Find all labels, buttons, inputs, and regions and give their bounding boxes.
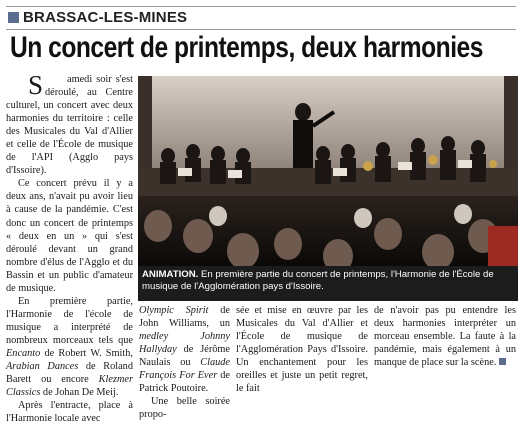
caption-text: En première partie du concert de printemps, l'Harmonie de l'École de musique de l'Agglomération pays d'Issoire. <box>142 269 494 292</box>
work-title: Klezmer Classics <box>6 374 133 399</box>
paragraph-3 <box>6 295 133 399</box>
kicker-square-icon <box>8 12 19 23</box>
article-column-4 <box>374 304 516 369</box>
p3-text-d: de Johan De Meij. <box>40 387 119 399</box>
paragraph-c4: de n'avoir pas pu entendre les deux harmonies interpréter un morceau ensemble. La faute à la pandémie, mais également à un manque de place sur la scène. <box>374 305 516 369</box>
paragraph-1-text: amedi soir s'est déroulé, au Centre culturel, un concert avec deux harmonies du territoire : celle des Musicales du Val d'Allier et celle de l'École de musique de l'API (Agglo pays d'Issoire). <box>6 74 133 177</box>
article-headline: Un concert de printemps, deux harmonies <box>10 31 483 64</box>
section-kicker: BRASSAC-LES-MINES <box>23 9 188 26</box>
photo-caption <box>138 266 518 301</box>
work-title: medley Johnny Hallyday <box>139 331 230 356</box>
p3-text-a: En première partie, l'Harmonie de l'école de musique a interprété de nombreux morceaux tels que <box>6 295 133 346</box>
c2-text-a: de John Williams, un <box>139 305 231 330</box>
paragraph-2: Ce concert prévu il y a deux ans, n'avait pu avoir lieu à cause de la pandémie. C'est donc un concert de printemps « deux en un » qui s'est déroulé devant un grand nombre d'élus de l'Agglo et du Bassin et un public d'amateur de musique. <box>6 178 133 294</box>
paragraph-1 <box>6 70 133 177</box>
dropcap: S <box>28 70 44 100</box>
p3-text-c: de Roland Barett ou encore <box>6 361 133 386</box>
work-title: Claude François For Ever <box>139 357 230 382</box>
c2-text-b: de Jérôme Naulais ou <box>139 344 230 369</box>
c2-text-c: de Patrick Poutoire. <box>139 370 230 395</box>
article-column-left <box>6 70 133 425</box>
section-kicker-bar <box>6 6 516 30</box>
caption-label: ANIMATION. <box>142 269 199 280</box>
p3-text-b: de Robert W. Smith, <box>40 347 133 359</box>
paragraph-4: Après l'entracte, place à l'Harmonie locale avec <box>6 400 133 425</box>
article-column-3 <box>236 304 368 395</box>
concert-photo-image <box>138 76 518 266</box>
article-photo-block <box>138 76 518 301</box>
paragraph-c3: sée et mise en œuvre par les Musicales du Val d'Allier et l'École de musique de l'Agglomération Pays d'Issoire. Un enchantement pour les oreilles et juste un petit regret, le fait <box>236 305 368 395</box>
end-of-article-icon <box>499 358 506 365</box>
concert-photo <box>138 76 518 266</box>
article-column-2 <box>139 304 230 421</box>
paragraph-c2-2: Une belle soirée propo- <box>139 396 230 421</box>
work-title: Olympic Spirit <box>139 305 209 316</box>
work-title: Arabian Dances <box>6 361 79 373</box>
work-title: Encanto <box>6 347 41 359</box>
